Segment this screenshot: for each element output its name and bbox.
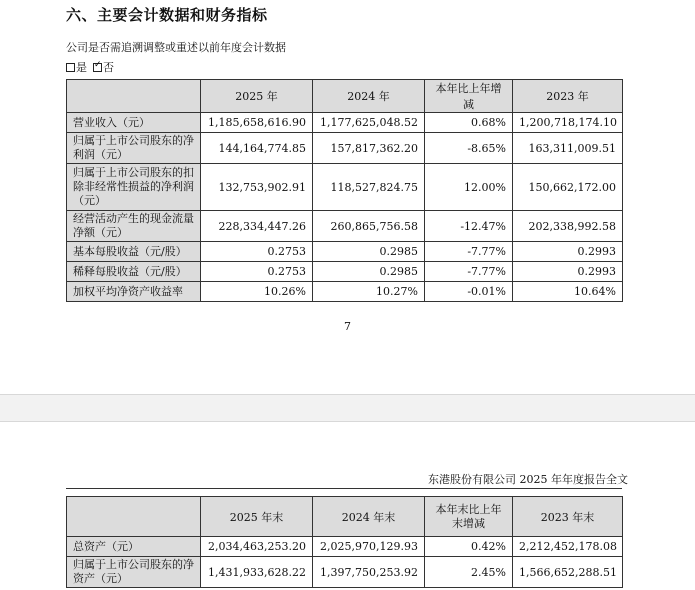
value-cell: 1,431,933,628.22 [201,557,313,588]
value-cell: 1,185,658,616.90 [201,113,313,133]
table-row [67,164,623,211]
value-cell: 10.64% [513,282,623,302]
value-cell: 2.45% [425,557,513,588]
value-cell: 260,865,756.58 [313,211,425,242]
value-cell: -7.77% [425,262,513,282]
key-financial-data-table [66,79,623,302]
value-cell: 163,311,009.51 [513,133,623,164]
header-cell: 2024 年末 [313,497,425,537]
table-header-row [67,80,623,113]
value-cell: 0.2993 [513,242,623,262]
value-cell: 12.00% [425,164,513,211]
header-cell: 2025 年 [201,80,313,113]
row-label: 基本每股收益（元/股） [67,242,201,262]
value-cell: 0.2753 [201,262,313,282]
balance-data-table [66,496,623,588]
page-number: 7 [344,320,351,333]
value-cell: 0.2985 [313,242,425,262]
restatement-question: 公司是否需追溯调整或重述以前年度会计数据 [66,41,286,54]
value-cell: 1,200,718,174.10 [513,113,623,133]
value-cell: 228,334,447.26 [201,211,313,242]
value-cell: 0.68% [425,113,513,133]
restatement-choices [66,59,114,75]
row-label: 稀释每股收益（元/股） [67,262,201,282]
table-row [67,537,623,557]
choice-no-label: 否 [103,61,114,74]
value-cell: -0.01% [425,282,513,302]
value-cell: -7.77% [425,242,513,262]
header-cell: 2023 年末 [513,497,623,537]
value-cell: 144,164,774.85 [201,133,313,164]
row-label: 经营活动产生的现金流量净额（元） [67,211,201,242]
checkbox-no-checked-icon [93,63,102,72]
value-cell: 10.26% [201,282,313,302]
header-cell: 本年比上年增减 [425,80,513,113]
value-cell: 1,397,750,253.92 [313,557,425,588]
table-row [67,211,623,242]
document-header: 东港股份有限公司 2025 年年度报告全文 [428,473,628,486]
table-header-row [67,497,623,537]
value-cell: 1,177,625,048.52 [313,113,425,133]
table-row [67,242,623,262]
value-cell: 2,025,970,129.93 [313,537,425,557]
value-cell: 0.2753 [201,242,313,262]
header-divider [66,488,622,489]
value-cell: 0.42% [425,537,513,557]
value-cell: 118,527,824.75 [313,164,425,211]
section-title: 六、主要会计数据和财务指标 [66,6,268,24]
value-cell: 2,034,463,253.20 [201,537,313,557]
row-label: 归属于上市公司股东的净利润（元） [67,133,201,164]
value-cell: 10.27% [313,282,425,302]
value-cell: 0.2993 [513,262,623,282]
header-cell: 2024 年 [313,80,425,113]
choice-yes-label: 是 [76,61,87,74]
header-cell: 2025 年末 [201,497,313,537]
value-cell: -8.65% [425,133,513,164]
row-label: 加权平均净资产收益率 [67,282,201,302]
value-cell: 132,753,902.91 [201,164,313,211]
row-label: 总资产（元） [67,537,201,557]
value-cell: 150,662,172.00 [513,164,623,211]
row-label: 归属于上市公司股东的净资产（元） [67,557,201,588]
header-cell: 本年末比上年末增减 [425,497,513,537]
table-row [67,282,623,302]
value-cell: -12.47% [425,211,513,242]
value-cell: 1,566,652,288.51 [513,557,623,588]
table-row [67,133,623,164]
header-cell [67,80,201,113]
value-cell: 157,817,362.20 [313,133,425,164]
value-cell: 202,338,992.58 [513,211,623,242]
value-cell: 0.2985 [313,262,425,282]
checkbox-yes-icon [66,63,75,72]
header-cell [67,497,201,537]
value-cell: 2,212,452,178.08 [513,537,623,557]
table-row [67,113,623,133]
table-row [67,262,623,282]
header-cell: 2023 年 [513,80,623,113]
row-label: 营业收入（元） [67,113,201,133]
row-label: 归属于上市公司股东的扣除非经常性损益的净利润（元） [67,164,201,211]
table-row [67,557,623,588]
